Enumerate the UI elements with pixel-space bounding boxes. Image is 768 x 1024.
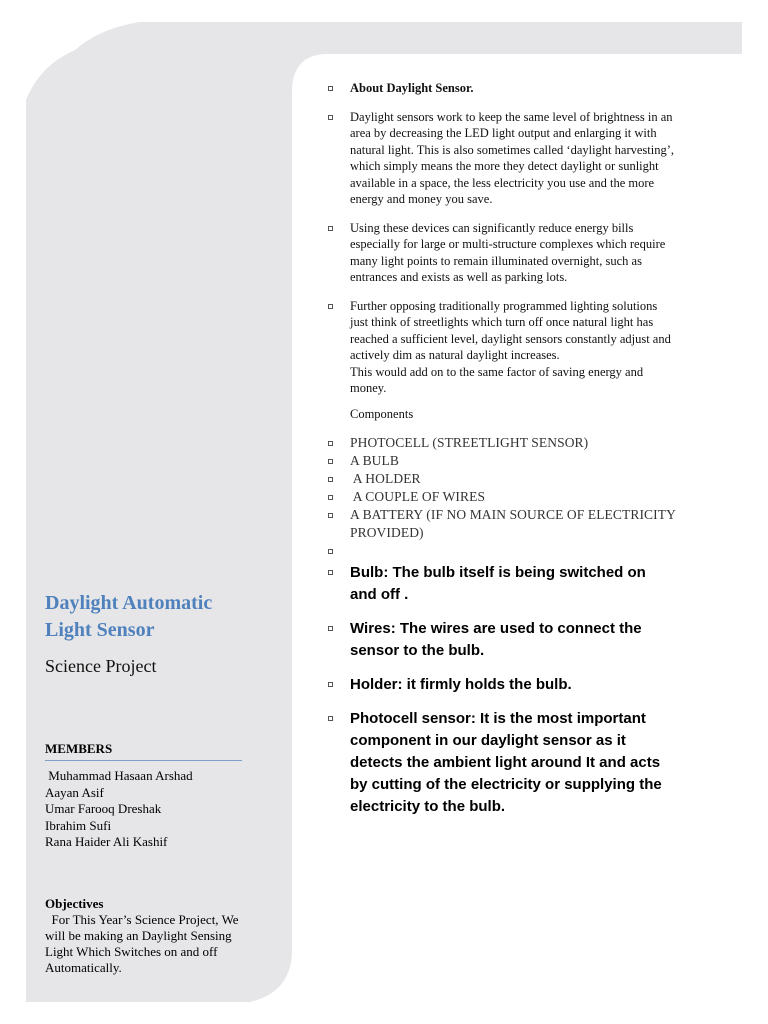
description-item: Photocell sensor: It is the most important component in our daylight sensor as it detects the ambient light around It and acts by cutting of the electricity or supplying the electricity to the bulb.	[326, 708, 670, 818]
sidebar	[45, 590, 250, 677]
members-heading: MEMBERS	[45, 741, 242, 761]
components-list	[326, 434, 676, 558]
about-heading: About Daylight Sensor.	[326, 80, 676, 97]
member-name: Ibrahim Sufi	[45, 817, 112, 833]
member-name: Muhammad Hasaan Arshad	[45, 768, 193, 783]
objectives-section	[45, 896, 250, 976]
member-name: Umar Farooq Dreshak	[45, 801, 162, 816]
members-list	[45, 768, 193, 851]
description-item: Holder: it firmly holds the bulb.	[326, 674, 676, 696]
objectives-heading: Objectives	[45, 896, 104, 911]
objectives-text: For This Year’s Science Project, We will be making an Daylight Sensing Light Which Switches on and off Automatically.	[45, 912, 242, 975]
document-title: Daylight Automatic Light Sensor	[45, 592, 213, 641]
component-item: A COUPLE OF WIRES	[326, 488, 676, 506]
document-subtitle: Science Project	[45, 656, 157, 676]
member-name: Aayan Asif	[45, 784, 104, 800]
paragraph: Daylight sensors work to keep the same level of brightness in an area by decreasing the LED light output and enlarging it with natural light. This is also sometimes called ‘daylight harvesting’, which simply means the more they detect daylight or sunlight available in a space, the less electricity you use and the more energy and money you save.	[326, 109, 676, 208]
paragraph-text: Further opposing traditionally programmed lighting solutions just think of streetlights which turn off once natural light has reached a sufficient level, daylight sensors constantly adjust and actively dim as natural daylight increases.	[350, 298, 671, 362]
component-item: A BATTERY (IF NO MAIN SOURCE OF ELECTRICITY PROVIDED)	[326, 506, 676, 542]
member-name: Rana Haider Ali Kashif	[45, 834, 168, 849]
component-item: PHOTOCELL (STREETLIGHT SENSOR)	[326, 434, 676, 452]
paragraph	[326, 298, 676, 397]
main-content	[326, 80, 676, 830]
empty-list-item	[326, 542, 676, 558]
description-item: Bulb: The bulb itself is being switched on and off .	[326, 562, 676, 606]
paragraph: Using these devices can significantly reduce energy bills especially for large or multi-structure complexes which require many light points to remain illuminated overnight, such as entrances and exists as well as parking lots.	[326, 220, 676, 286]
paragraph-text: This would add on to the same factor of saving energy and money.	[350, 364, 644, 395]
component-item: A HOLDER	[326, 470, 676, 488]
component-item: A BULB	[326, 452, 676, 470]
components-label: Components	[350, 406, 414, 421]
description-item: Wires: The wires are used to connect the sensor to the bulb.	[326, 618, 676, 662]
